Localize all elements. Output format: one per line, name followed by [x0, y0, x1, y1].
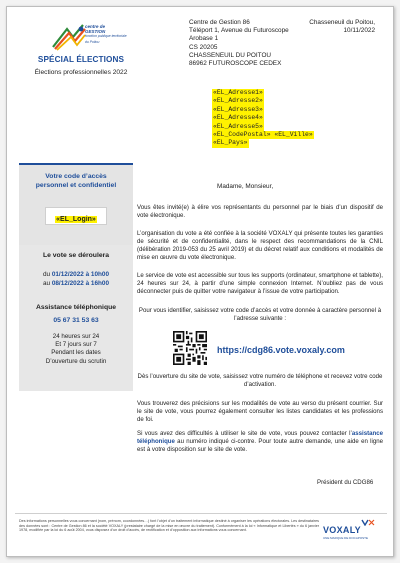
paragraph-intro: Vous êtes invité(e) à élire vos représentants du personnel par le biais d’un dispositif de vote électronique.: [137, 204, 383, 219]
merge-field: «EL_Adresse1»: [213, 89, 263, 96]
elections-subtitle: Élections professionnelles 2022: [34, 69, 128, 76]
assistance-phone: 05 67 31 53 63: [53, 317, 99, 324]
paragraph-organisation: L’organisation du vote a été confiée à la société VOXALY qui présente toutes les garanties de sécurité et de confidentialité, dans le respect des recommandations de la CNIL (délibération 2019-053 du 25 avril 2019) et du décret relatif aux conditions et modalités de mise en œuvre du vote électronique.: [137, 230, 383, 261]
privacy-notice: Des informations personnelles vous concernant (nom, prénom, coordonnées…) font l’objet d’un traitement informatique destiné à organiser les opérations électorales. Les destinataires des données sont : Centre de Gestion 86 et la société VOXALY (prestataire chargé de la mise en œuvre du traitement). Conformément à la loi « Informatique et Libertés » du 6 janvier 1978, modifiée par la loi du 6 août 2004, vous disposez d’un droit d’accès, de rectification et d’opposition aux informations vous concernant.: [19, 519, 319, 533]
merge-field: «EL_Adresse2»: [213, 97, 263, 105]
assistance-mention: assistance téléphonique: [137, 430, 383, 445]
merge-field: «EL_CodePostal» «EL_Ville»: [213, 131, 313, 139]
recipient-address-fields: [212, 89, 314, 148]
footer-divider: [15, 513, 387, 514]
voxaly-brand: VOXALY: [323, 525, 361, 535]
paragraph-activation: Dès l’ouverture du site de vote, saisissez votre numéro de téléphone et recevez votre code d’activation.: [137, 373, 383, 388]
qr-code: [173, 331, 207, 365]
merge-field: «EL_Pays»: [213, 139, 248, 147]
paragraph-service: Le service de vote est accessible sur tous les supports (ordinateur, smartphone et tablette), 24 heures sur 24, à partir d’une simple connexion Internet. N’oubliez pas de vous déconnecter puis de quitter votre navigateur à l’issue de votre participation.: [137, 272, 383, 295]
access-code-title: Votre code d’accès personnel et confidentiel: [35, 173, 117, 189]
vote-end-date: 08/12/2022 à 16h00: [51, 280, 110, 287]
merge-field: «EL_Adresse5»: [213, 122, 263, 130]
place-and-date: Chasseneuil du Poitou, 10/11/2022: [309, 19, 375, 35]
signature: Président du CDG86: [317, 479, 374, 486]
merge-field: «EL_Adresse4»: [213, 114, 263, 122]
paragraph-identify: Pour vous identifier, saisissez votre code d’accès et votre donnée à caractère personnel à l’adresse suivante :: [138, 307, 382, 322]
special-elections-title: SPÉCIAL ÉLECTIONS: [37, 55, 125, 64]
letter-page: [6, 6, 394, 557]
sender-address: Centre de Gestion 86 Téléport 1, Avenue du Futuroscope Arobase 1 CS 20205 CHASSENEUIL DU POITOU 86962 FUTUROSCOPE CEDEX: [189, 19, 289, 68]
login-field: [45, 207, 107, 225]
vote-start-date: 01/12/2022 à 10h00: [51, 271, 110, 278]
logo-text: centre de GESTION fonction publique territoriale du Poitou: [85, 24, 127, 44]
login-merge-field: «EL_Login»: [56, 216, 96, 223]
assistance-title: Assistance téléphonique: [35, 304, 117, 311]
voxaly-logo-mark: [361, 519, 375, 526]
assistance-hours: 24 heures sur 24 Et 7 jours sur 7 Pendant les dates D’ouverture du scrutin: [45, 333, 107, 365]
greeting: Madame, Monsieur,: [217, 183, 274, 190]
voxaly-tagline: UNE MARQUE DE DOCAPOSTE: [323, 536, 369, 540]
paragraph-details: Vous trouverez des précisions sur les modalités de vote au verso du présent courrier. Sur le site de vote, vous pourrez également consulter les listes candidates et les professions de foi.: [137, 400, 383, 423]
vote-period-title: Le vote se déroulera: [42, 252, 110, 259]
paragraph-help: Si vous avez des difficultés à utiliser le site de vote, vous pouvez contacter l’assistance téléphonique au numéro indiqué ci-contre. Pour toute autre demande, une aide en ligne est à votre disposition sur le site de vote.: [137, 430, 383, 453]
vote-dates: du 01/12/2022 à 10h00 au 08/12/2022 à 16h00: [42, 271, 110, 287]
voting-site-link[interactable]: https://cdg86.vote.voxaly.com: [217, 345, 345, 355]
merge-field: «EL_Adresse3»: [213, 105, 263, 113]
